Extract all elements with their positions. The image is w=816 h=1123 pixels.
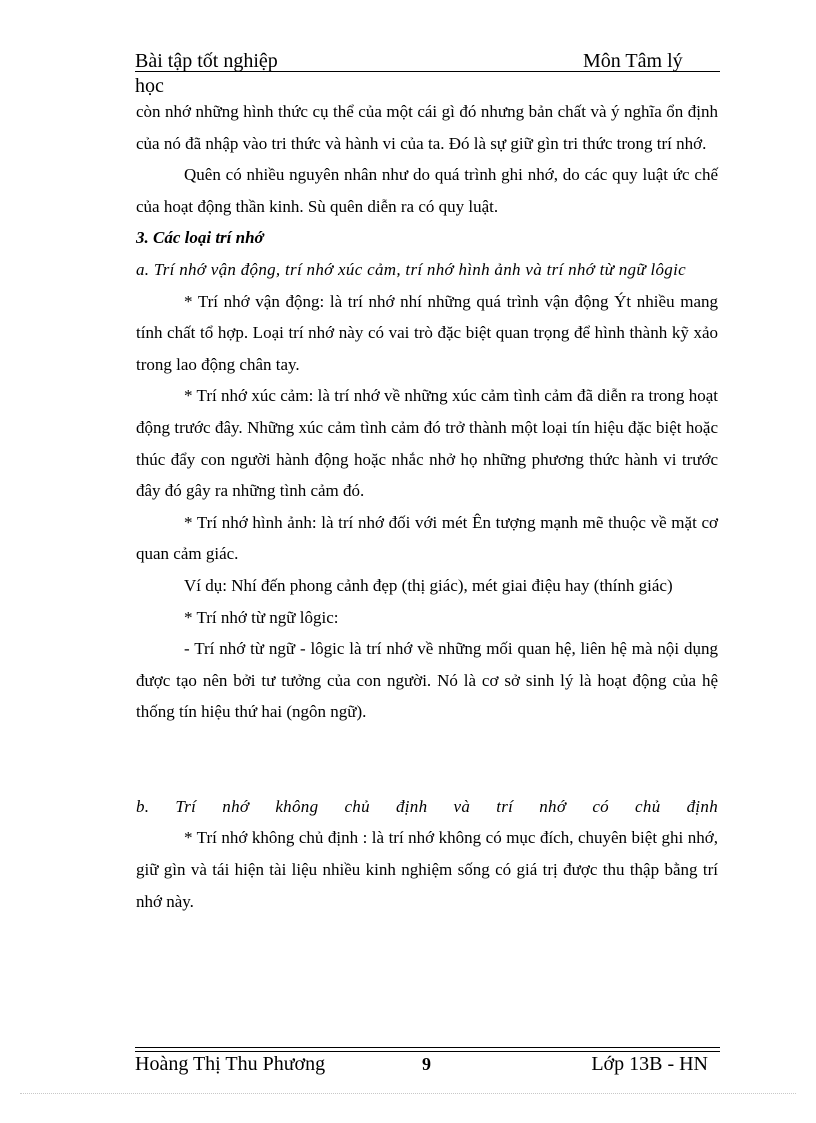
paragraph: còn nhớ những hình thức cụ thể của một cái gì đó nhưng bản chất và ý nghĩa ổn định của nó đã nhập vào tri thức và hành vi của ta. Đó là sự giữ gìn tri thức trong trí nhớ. (136, 102, 718, 153)
footer-class: Lớp 13B - HN (591, 1053, 708, 1075)
section-heading: 3. Các loại trí nhớ (136, 228, 264, 248)
header-title-left: Bài tập tốt nghiệp (135, 50, 278, 72)
paragraph: * Trí nhớ không chủ định : là trí nhớ không có mục đích, chuyên biệt ghi nhớ, giữ gìn và tái hiện tài liệu nhiều kinh nghiệm sống có giá trị được thu thập bằng trí nhớ này. (136, 828, 718, 911)
footer-author: Hoàng Thị Thu Phương (135, 1053, 326, 1075)
paragraph: * Trí nhớ từ ngữ lôgic: (184, 607, 339, 627)
paragraph: Ví dụ: Nhí đến phong cảnh đẹp (thị giác), mét giai điệu hay (thính giác) (184, 575, 673, 595)
header-title-wrap: học (135, 75, 164, 97)
page-header (135, 49, 720, 77)
paragraph: * Trí nhớ vận động: là trí nhớ nhí những quá trình vận động Ýt nhiều mang tính chất tổ hợp. Loại trí nhớ này có vai trò đặc biệt quan trọng để hình thành kỹ xảo trong lao động chân tay. (136, 291, 718, 374)
page-number: 9 (422, 1054, 431, 1074)
page-edge-divider (20, 1093, 796, 1094)
page-footer (135, 1052, 720, 1078)
paragraph: * Trí nhớ hình ảnh: là trí nhớ đối với mét Ên tượng mạnh mẽ thuộc về mặt cơ quan cảm giác. (136, 512, 718, 564)
subsection-heading: b. Trí nhớ không chủ định và trí nhớ có chủ định (136, 796, 718, 816)
footer-rule (135, 1047, 720, 1048)
subsection-heading: a. Trí nhớ vận động, trí nhớ xúc cảm, trí nhớ hình ảnh và trí nhớ từ ngữ lôgic (136, 259, 686, 279)
spacer (136, 728, 718, 791)
paragraph: * Trí nhớ xúc cảm: là trí nhớ về những xúc cảm tình cảm đã diễn ra trong hoạt động trước đây. Những xúc cảm tình cảm đó trở thành một loại tín hiệu đặc biệt hoặc thúc đẩy con người hành động hoặc nhắc nhở họ những phương thức hành vi trước đây đó gây ra những tình cảm đó. (136, 386, 718, 501)
header-title-right: Môn Tâm lý (583, 50, 683, 72)
body-text (136, 96, 718, 917)
paragraph: Quên có nhiều nguyên nhân như do quá trình ghi nhớ, do các quy luật ức chế của hoạt động thần kinh. Sù quên diễn ra có quy luật. (136, 165, 718, 216)
header-rule (135, 71, 720, 72)
paragraph: - Trí nhớ từ ngữ - lôgic là trí nhớ về những mối quan hệ, liên hệ mà nội dụng được tạo nên bởi tư tưởng của con người. Nó là cơ sở sinh lý là hoạt động của hệ thống tín hiệu thứ hai (ngôn ngữ). (136, 639, 718, 722)
